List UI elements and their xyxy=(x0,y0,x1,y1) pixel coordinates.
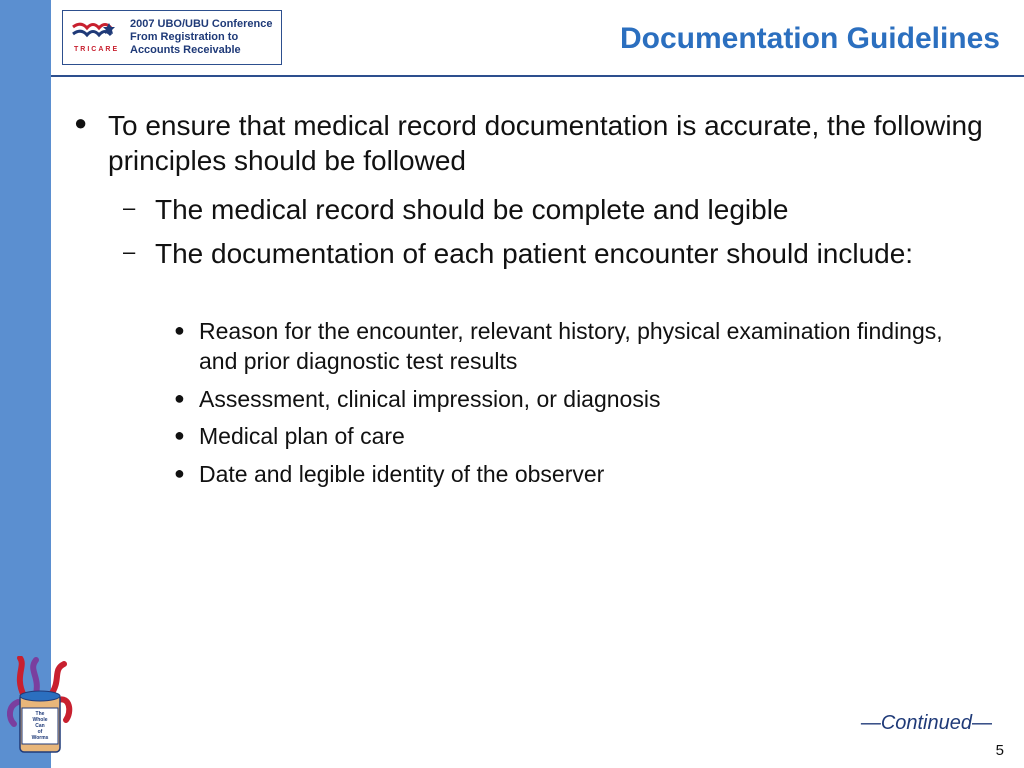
can-label-line: Whole xyxy=(32,717,48,723)
continued-note xyxy=(861,712,992,735)
dash-icon: — xyxy=(972,712,992,734)
bullet-level-3: Date and legible identity of the observer xyxy=(199,461,605,487)
dash-icon: – xyxy=(123,239,136,264)
bullet-dot-icon: ● xyxy=(174,388,185,408)
dash-icon: – xyxy=(123,195,136,220)
tricare-text: TRICARE xyxy=(74,46,120,53)
can-label-line: Worms xyxy=(31,735,49,741)
bullet-dot-icon: ● xyxy=(174,320,185,340)
bullet-dot-icon: ● xyxy=(74,110,88,135)
bullet-level-3: Reason for the encounter, relevant history, physical examination findings, and prior diagnostic test results xyxy=(199,318,943,374)
can-label-line: of xyxy=(37,729,43,735)
can-of-worms-icon xyxy=(6,656,76,756)
bullet-level-3: Assessment, clinical impression, or diagnosis xyxy=(199,386,661,412)
logo-line-2: From Registration to xyxy=(130,31,239,43)
bullet-level-3: Medical plan of care xyxy=(199,423,405,449)
continued-text: Continued xyxy=(880,712,972,734)
bullet-dot-icon: ● xyxy=(174,463,185,483)
bullet-level-1: To ensure that medical record documentation is accurate, the following principles should be followed xyxy=(108,110,983,176)
slide-title: Documentation Guidelines xyxy=(619,22,1000,55)
page-number: 5 xyxy=(995,742,1004,759)
logo-line-1: 2007 UBO/UBU Conference xyxy=(130,18,273,30)
logo-line-3: Accounts Receivable xyxy=(130,44,241,56)
bullet-level-2: The medical record should be complete and legible xyxy=(155,194,789,225)
bullet-dot-icon: ● xyxy=(174,425,185,445)
bullet-level-2: The documentation of each patient encounter should include: xyxy=(155,238,914,269)
can-label-line: The xyxy=(35,711,45,717)
can-label-line: Can xyxy=(35,723,45,729)
dash-icon: — xyxy=(860,712,881,734)
